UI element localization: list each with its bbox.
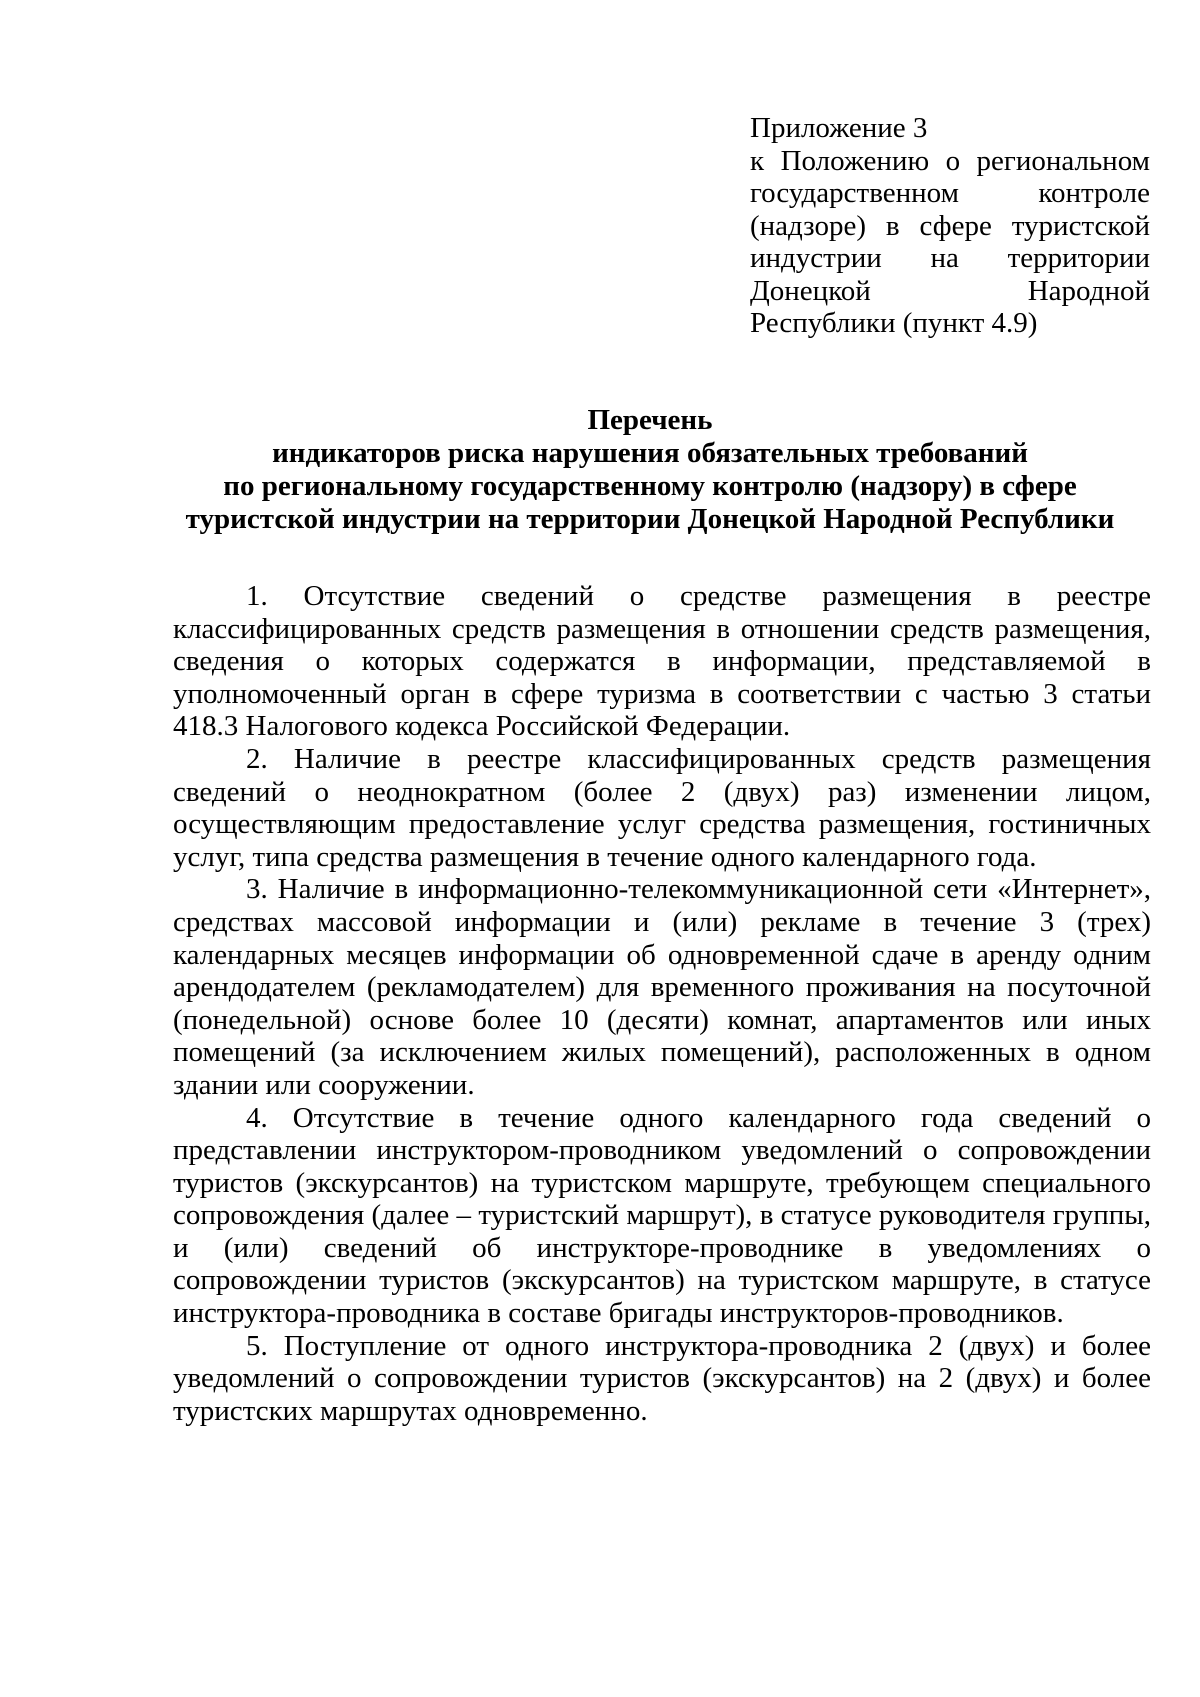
- appendix-title: Приложение 3: [750, 112, 928, 144]
- heading-line-2: индикаторов риска нарушения обязательных требований: [272, 437, 1028, 469]
- list-item-5: 5. Поступление от одного инструктора-проводника 2 (двух) и более уведомлений о сопровождении туристов (экскурсантов) на 2 (двух) и более туристских маршрутах одновременно.: [173, 1329, 1151, 1427]
- heading-line-3: по региональному государственному контролю (надзору) в сфере: [223, 470, 1077, 502]
- document-heading: [150, 404, 1150, 536]
- list-item-2: 2. Наличие в реестре классифицированных средств размещения сведений о неоднократном (более 2 (двух) раз) изменении лицом, осуществляющим предоставление услуг средства размещения, гостиничных услуг, типа средства размещения в течение одного календарного года.: [173, 742, 1151, 873]
- list-item-4: 4. Отсутствие в течение одного календарного года сведений о представлении инструктором-проводником уведомлений о сопровождении туристов (экскурсантов) на туристском маршруте, требующем специального сопровождения (далее – туристский маршрут), в статусе руководителя группы, и (или) сведений об инструкторе-проводнике в уведомлениях о сопровождении туристов (экскурсантов) на туристском маршруте, в статусе инструктора-проводника в составе бригады инструкторов-проводников.: [173, 1101, 1151, 1330]
- heading-line-1: Перечень: [587, 404, 713, 436]
- document-body: [173, 580, 1151, 1427]
- appendix-block: [750, 112, 1150, 340]
- heading-line-4: туристской индустрии на территории Донецкой Народной Республики: [185, 503, 1115, 535]
- list-item-3: 3. Наличие в информационно-телекоммуникационной сети «Интернет», средствах массовой информации и (или) рекламе в течение 3 (трех) календарных месяцев информации об одновременной сдаче в аренду одним арендодателем (рекламодателем) для временного проживания на посуточной (понедельной) основе более 10 (десяти) комнат, апартаментов или иных помещений (за исключением жилых помещений), расположенных в одном здании или сооружении.: [173, 873, 1151, 1101]
- appendix-text: к Положению о региональном государственном контроле (надзоре) в сфере туристской индустрии на территории Донецкой Народной Республики (пункт 4.9): [750, 144, 1150, 339]
- list-item-1: 1. Отсутствие сведений о средстве размещения в реестре классифицированных средств размещения в отношении средств размещения, сведения о которых содержатся в информации, представляемой в уполномоченный орган в сфере туризма в соответствии с частью 3 статьи 418.3 Налогового кодекса Российской Федерации.: [173, 580, 1151, 743]
